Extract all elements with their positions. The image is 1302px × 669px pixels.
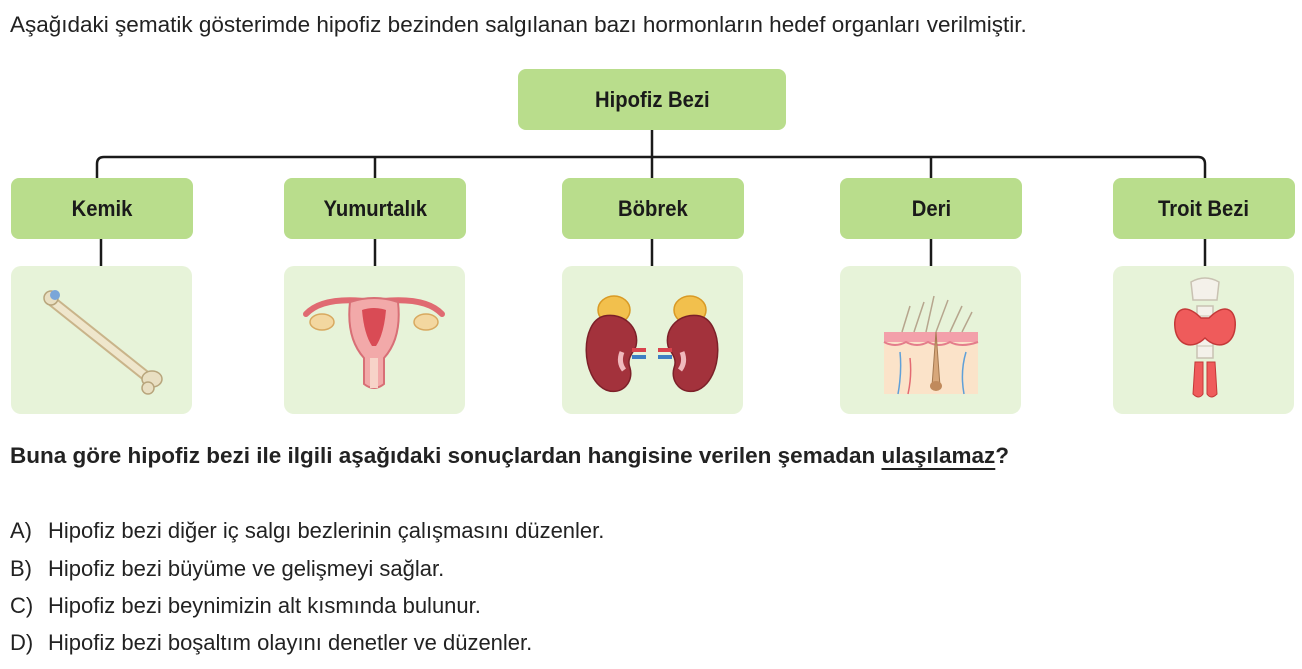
organ-label: Deri [911, 195, 951, 221]
intro-text: Aşağıdaki şematik gösterimde hipofiz bezinden salgılanan bazı hormonların hedef organları verilmiştir. [10, 12, 1027, 37]
question-underlined-word: ulaşılamaz [881, 443, 996, 468]
organ-label: Yumurtalık [323, 195, 427, 221]
option-letter: C) [10, 593, 34, 618]
thyroid-illustration [1113, 266, 1294, 414]
bone-illustration [11, 266, 192, 414]
option-text: Hipofiz bezi beynimizin alt kısmında bulunur. [48, 593, 481, 618]
organ-box-bobrek [562, 178, 744, 239]
option-a[interactable] [10, 518, 604, 544]
panel-bobrek [562, 266, 743, 414]
organ-label: Kemik [71, 195, 133, 221]
option-text: Hipofiz bezi boşaltım olayını denetler ve düzenler. [48, 630, 533, 655]
option-b[interactable] [10, 556, 444, 582]
organ-box-troit-bezi [1113, 178, 1295, 239]
option-c[interactable] [10, 593, 481, 619]
organ-label: Troit Bezi [1158, 195, 1250, 221]
panel-troit-bezi [1113, 266, 1294, 414]
organ-box-kemik [11, 178, 193, 239]
question-text [10, 443, 1009, 469]
skin-cross-section-illustration [840, 266, 1021, 414]
panel-kemik [11, 266, 192, 414]
option-letter: D) [10, 630, 34, 655]
ovary-uterus-illustration [284, 266, 465, 414]
panel-deri [840, 266, 1021, 414]
root-label: Hipofiz Bezi [594, 86, 710, 112]
organ-box-deri [840, 178, 1022, 239]
kidneys-illustration [562, 266, 743, 414]
option-letter: B) [10, 556, 32, 581]
organ-box-yumurtalik [284, 178, 466, 239]
organ-label: Böbrek [618, 195, 688, 221]
option-text: Hipofiz bezi diğer iç salgı bezlerinin çalışmasını düzenler. [48, 518, 605, 543]
option-d[interactable] [10, 630, 532, 656]
option-text: Hipofiz bezi büyüme ve gelişmeyi sağlar. [48, 556, 445, 581]
root-box-hipofiz [518, 69, 786, 130]
option-letter: A) [10, 518, 32, 543]
question-mark: ? [995, 443, 1010, 468]
panel-yumurtalik [284, 266, 465, 414]
question-main: Buna göre hipofiz bezi ile ilgili aşağıdaki sonuçlardan hangisine verilen şemadan [10, 443, 882, 468]
